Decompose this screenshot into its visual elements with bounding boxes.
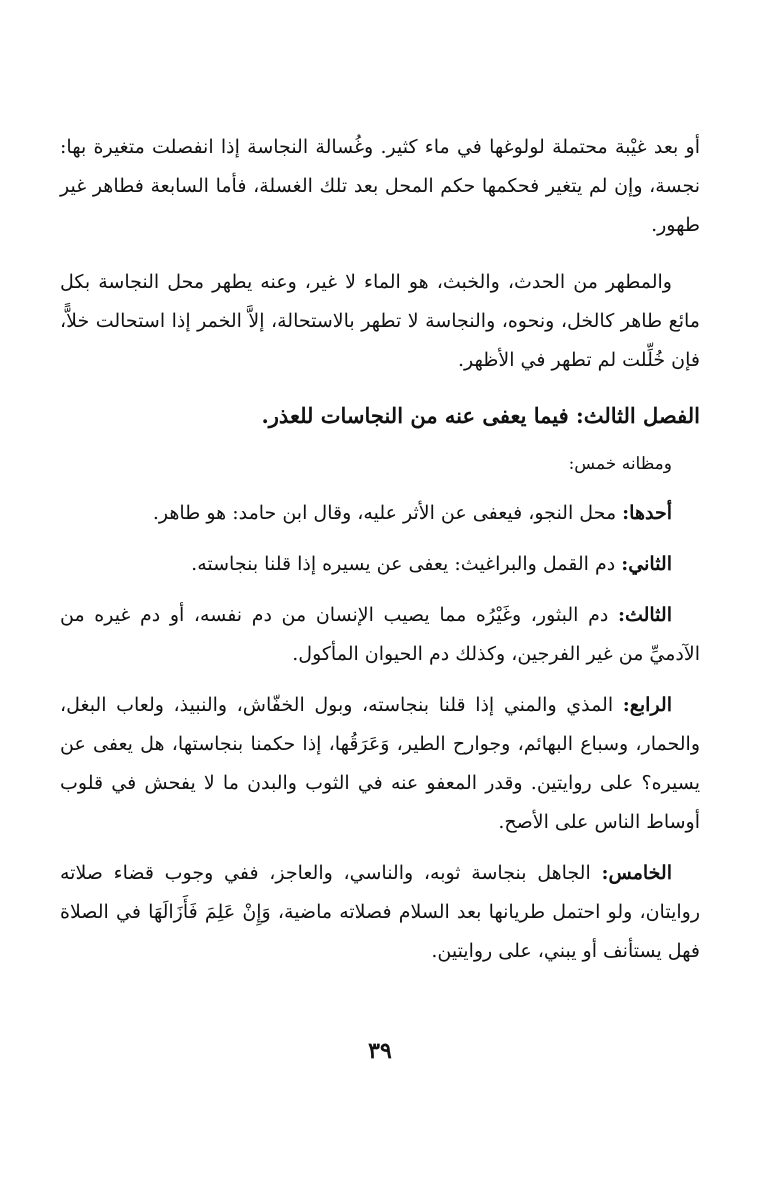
paragraph-1: أو بعد غيْبة محتملة لولوغها في ماء كثير. وغُسالة النجاسة إذا انفصلت متغيرة بها: نجسة، وإن لم يتغير فحكمها حكم المحل بعد تلك الغسلة، فأما السابعة فطاهر غير طهور. [60,136,700,236]
page-body [60,128,700,971]
intro-line: ومظانه خمس: [568,454,672,474]
item-5 [60,854,700,971]
item-3-text: دم البثور، وغَيْرُه مما يصيب الإنسان من دم نفسه، أو دم غيره من الآدميِّ من غير الفرجين، وكذلك دم الحيوان المأكول. [60,604,700,665]
item-1-lead: أحدها: [622,502,672,524]
item-3 [60,596,700,674]
item-2-lead: الثاني: [621,553,672,575]
item-2 [60,545,700,584]
item-4 [60,686,700,842]
item-3-lead: الثالث: [617,604,672,626]
item-2-text: دم القمل والبراغيث: يعفى عن يسيره إذا قلنا بنجاسته. [191,553,622,575]
item-5-text: الجاهل بنجاسة ثوبه، والناسي، والعاجز، ففي وجوب قضاء صلاته روايتان، ولو احتمل طريانها بعد السلام فصلاته ماضية، وَإِنْ عَلِمَ فَأَزَالَهَا في الصلاة فهل يستأنف أو يبني، على روايتين. [60,862,700,962]
section-heading: الفصل الثالث: فيما يعفى عنه من النجاسات للعذر. [261,403,700,428]
item-1-text: محل النجو، فيعفى عن الأثر عليه، وقال ابن حامد: هو طاهر. [152,502,623,524]
item-4-text: المذي والمني إذا قلنا بنجاسته، وبول الخفّاش، والنبيذ، ولعاب البغل، والحمار، وسباع البهائم، وجوارح الطير، وَعَرَقُها، إذا حكمنا بنجاستها، هل يعفى عن يسيره؟ على روايتين. وقدر المعفو عنه في الثوب والبدن ما لا يفحش في قلوب أوساط الناس على الأصح. [60,694,700,833]
paragraph-2: والمطهر من الحدث، والخبث، هو الماء لا غير، وعنه يطهر محل النجاسة بكل مائع طاهر كالخل، ونحوه، والنجاسة لا تطهر بالاستحالة، إلاَّ الخمر إذا استحالت خلاًّ، فإن خُلِّلت لم تطهر في الأظهر. [60,271,700,371]
item-4-lead: الرابع: [622,694,672,716]
page-number: ٣٩ [368,1038,392,1064]
item-1 [60,494,700,533]
item-5-lead: الخامس: [601,862,672,884]
